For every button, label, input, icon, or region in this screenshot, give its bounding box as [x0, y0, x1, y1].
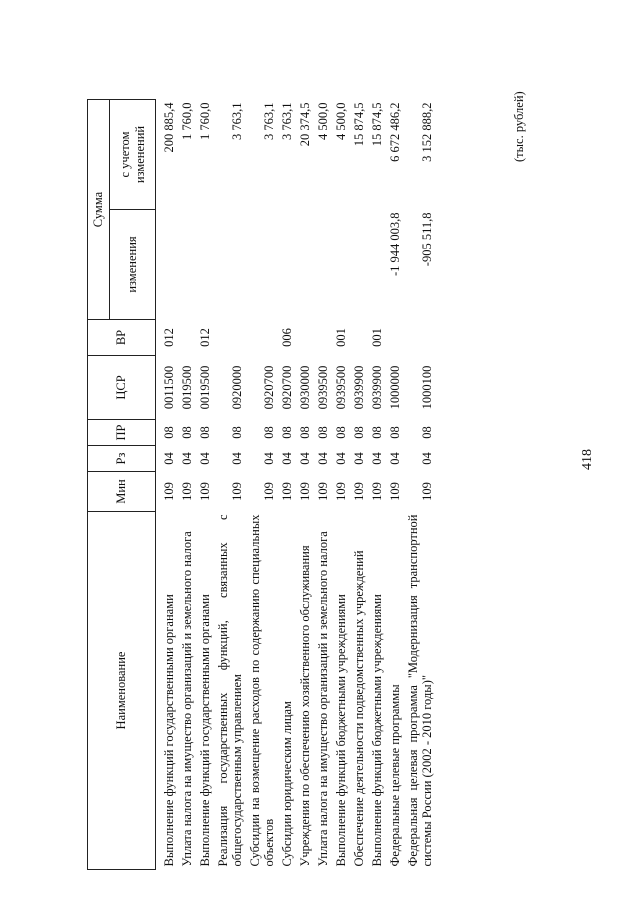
row-vr [178, 320, 196, 356]
row-change: -905 511,8 [420, 212, 434, 267]
row-change [246, 210, 278, 320]
row-name: Выполнение функций государственными органами [162, 594, 176, 867]
row-csr: 0930000 [298, 365, 312, 410]
row-name: Выполнение функций бюджетными учреждениями [334, 594, 348, 867]
units-label: (тыс. рублей) [512, 91, 526, 162]
row-pr: 08 [198, 426, 212, 439]
row-change [196, 210, 214, 320]
row-pr: 08 [162, 426, 176, 439]
header-vr: ВР [88, 320, 156, 356]
table-row [196, 100, 214, 870]
table-row [350, 100, 368, 870]
row-rz: 04 [198, 452, 212, 465]
table-body [156, 100, 437, 870]
row-with-change: 3 763,1 [280, 102, 294, 140]
row-change [332, 210, 350, 320]
row-rz: 04 [316, 452, 330, 465]
header-change: изменения [110, 210, 156, 320]
row-csr: 1000100 [420, 365, 434, 410]
row-pr: 08 [262, 426, 276, 439]
row-csr: 0939500 [334, 365, 348, 410]
row-with-change: 15 874,5 [370, 102, 384, 147]
row-pr: 08 [334, 426, 348, 439]
row-min: 109 [230, 482, 244, 501]
header-pr: ПР [88, 420, 156, 446]
row-change [278, 210, 296, 320]
row-min: 109 [298, 482, 312, 501]
row-name: Федеральные целевые программы [388, 684, 402, 867]
budget-table [87, 99, 436, 870]
row-csr: 0920700 [262, 365, 276, 410]
row-name: Обеспечение деятельности подведомственных учреждений [352, 550, 366, 867]
row-vr [246, 320, 278, 356]
row-pr: 08 [388, 426, 402, 439]
row-with-change: 3 763,1 [262, 102, 276, 140]
row-vr: 001 [334, 328, 348, 347]
row-with-change: 15 874,5 [352, 102, 366, 147]
row-name: Выполнение функций бюджетными учреждениями [370, 594, 384, 867]
row-pr: 08 [180, 426, 194, 439]
row-change: -1 944 003,8 [388, 212, 402, 277]
row-pr: 08 [280, 426, 294, 439]
row-change [178, 210, 196, 320]
row-name: Субсидии на возмещение расходов по содержанию специальных объектов [248, 514, 276, 867]
row-name: Учреждения по обеспечению хозяйственного обслуживания [298, 545, 312, 867]
row-csr: 0939900 [370, 365, 384, 410]
table-row [246, 100, 278, 870]
row-min: 109 [420, 482, 434, 501]
row-vr [314, 320, 332, 356]
page-number: 418 [580, 449, 595, 470]
row-min: 109 [352, 482, 366, 501]
table-row [296, 100, 314, 870]
row-min: 109 [280, 482, 294, 501]
row-with-change: 4 500,0 [316, 102, 330, 140]
table-row [314, 100, 332, 870]
row-name: Выполнение функций государственными органами [198, 594, 212, 867]
table-row [156, 100, 179, 870]
row-change [296, 210, 314, 320]
row-change [156, 210, 179, 320]
header-rz: Рз [88, 446, 156, 472]
row-csr: 0019500 [180, 365, 194, 410]
row-pr: 08 [316, 426, 330, 439]
row-rz: 04 [298, 452, 312, 465]
row-with-change: 4 500,0 [334, 102, 348, 140]
row-with-change: 200 885,4 [162, 102, 176, 153]
row-with-change: 3 763,1 [230, 102, 244, 140]
row-csr: 1000000 [388, 365, 402, 410]
row-name: Федеральная целевая программа "Модернизация транспортной системы России (2002 - 2010 годы)" [406, 514, 434, 867]
row-with-change: 20 374,5 [298, 102, 312, 147]
row-min: 109 [198, 482, 212, 501]
row-rz: 04 [370, 452, 384, 465]
row-csr: 0011500 [162, 365, 176, 410]
row-csr: 0920700 [280, 365, 294, 410]
row-csr: 0019500 [198, 365, 212, 410]
row-rz: 04 [280, 452, 294, 465]
row-min: 109 [370, 482, 384, 501]
row-name: Уплата налога на имущество организаций и земельного налога [316, 531, 330, 867]
row-with-change: 6 672 486,2 [388, 102, 402, 162]
row-vr: 012 [162, 328, 176, 347]
table-row [332, 100, 350, 870]
row-rz: 04 [420, 452, 434, 465]
row-change [368, 210, 386, 320]
header-csr: ЦСР [88, 356, 156, 420]
header-name: Наименование [88, 512, 156, 870]
row-rz: 04 [180, 452, 194, 465]
row-vr [214, 320, 246, 356]
row-rz: 04 [230, 452, 244, 465]
header-with-change: с учетом изменений [110, 100, 156, 210]
row-with-change: 3 152 888,2 [420, 102, 434, 162]
header-min: Мин [88, 472, 156, 512]
row-change [350, 210, 368, 320]
row-vr [404, 320, 436, 356]
table-row [368, 100, 386, 870]
table-row [214, 100, 246, 870]
row-change [314, 210, 332, 320]
row-with-change: 1 760,0 [180, 102, 194, 140]
table-row [386, 100, 404, 870]
row-change [214, 210, 246, 320]
row-vr [296, 320, 314, 356]
row-rz: 04 [262, 452, 276, 465]
row-csr: 0939500 [316, 365, 330, 410]
row-min: 109 [262, 482, 276, 501]
row-vr: 012 [198, 328, 212, 347]
row-csr: 0920000 [230, 365, 244, 410]
row-rz: 04 [388, 452, 402, 465]
row-rz: 04 [352, 452, 366, 465]
row-pr: 08 [352, 426, 366, 439]
row-rz: 04 [334, 452, 348, 465]
row-pr: 08 [298, 426, 312, 439]
row-min: 109 [180, 482, 194, 501]
row-pr: 08 [230, 426, 244, 439]
row-min: 109 [316, 482, 330, 501]
row-min: 109 [388, 482, 402, 501]
row-vr [386, 320, 404, 356]
row-csr: 0939900 [352, 365, 366, 410]
row-vr: 006 [280, 328, 294, 347]
row-vr [350, 320, 368, 356]
row-name: Уплата налога на имущество организаций и земельного налога [180, 531, 194, 867]
row-pr: 08 [370, 426, 384, 439]
row-name: Реализация государственных функций, связанных с общегосударственным управлением [216, 514, 244, 867]
row-min: 109 [334, 482, 348, 501]
row-with-change: 1 760,0 [198, 102, 212, 140]
row-rz: 04 [162, 452, 176, 465]
table-row [178, 100, 196, 870]
row-min: 109 [162, 482, 176, 501]
table-row [278, 100, 296, 870]
row-name: Субсидии юридическим лицам [280, 701, 294, 867]
table-row [404, 100, 436, 870]
row-pr: 08 [420, 426, 434, 439]
row-vr: 001 [370, 328, 384, 347]
header-sum: Сумма [88, 100, 110, 320]
